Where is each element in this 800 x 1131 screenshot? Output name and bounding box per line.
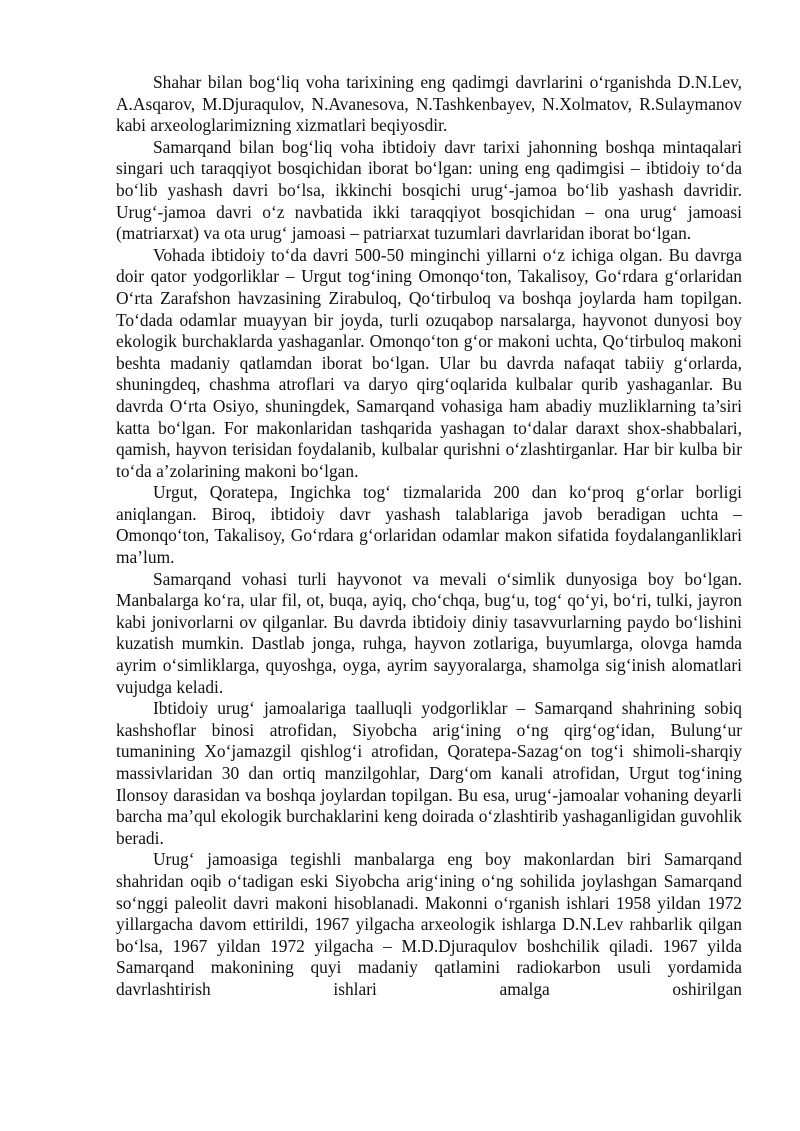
paragraph-3: Vohada ibtidoiy to‘da davri 500-50 minginchi yillarni o‘z ichiga olgan. Bu davrga doir qator yodgorliklar – Urgut tog‘ining Omonqo‘ton, Takalisoy, Go‘rdara g‘orlaridan O‘rta Zarafshon havzasining Zirabuloq, Qo‘tirbuloq va boshqa joylarda ham topilgan. To‘dada odamlar muayyan bir joyda, turli ozuqabop narsalarga, hayvonot dunyosi boy ekologik burchaklarda yashaganlar. Omonqo‘ton g‘or makoni uchta, Qo‘tirbuloq makoni beshta madaniy qatlamdan iborat bo‘lgan. Ular bu davrda nafaqat tabiiy g‘orlarda, shuningdeq, chashma atroflari va daryo qirg‘oqlarida kulbalar qurib yashaganlar. Bu davrda O‘rta Osiyo, shuningdek, Samarqand vohasiga ham abadiy muzliklarning ta’siri katta bo‘lgan. For makonlaridan tashqarida yashagan to‘dalar daraxt shox-shabbalari, qamish, hayvon terisidan foydalanib, kulbalar qurishni o‘zlashtirganlar. Har bir kulba bir to‘da a’zolarining makoni bo‘lgan. xyxy=(116,244,742,481)
paragraph-1: Shahar bilan bog‘liq voha tarixining eng qadimgi davrlarini o‘rganishda D.N.Lev, A.Asqarov, M.Djuraqulov, N.Avanesova, N.Tashkenbayev, N.Xolmatov, R.Sulaymanov kabi arxeologlarimizning xizmatlari beqiyosdir. xyxy=(116,72,742,136)
paragraph-7: Urug‘ jamoasiga tegishli manbalarga eng boy makonlardan biri Samarqand shahridan oqib o‘tadigan eski Siyobcha arig‘ining o‘ng sohilida joylashgan Samarqand so‘nggi paleolit davri makoni hisoblanadi. Makonni o‘rganish ishlari 1958 yildan 1972 yillargacha davom ettirildi, 1967 yilgacha arxeologik ishlarga D.N.Lev rahbarlik qilgan bo‘lsa, 1967 yildan 1972 yilgacha – M.D.Djuraqulov boshchilik qiladi. 1967 yilda Samarqand makonining quyi madaniy qatlamini radiokarbon usuli yordamida davrlashtirish ishlari amalga oshirilgan xyxy=(116,849,742,999)
document-page xyxy=(116,72,742,1001)
paragraph-5: Samarqand vohasi turli hayvonot va mevali o‘simlik dunyosiga boy bo‘lgan. Manbalarga ko‘ra, ular fil, ot, buqa, ayiq, cho‘chqa, bug‘u, tog‘ qo‘yi, bo‘ri, tulki, jayron kabi jonivorlarni ov qilganlar. Bu davrda ibtidoiy diniy tasavvurlarning paydo bo‘lishini kuzatish mumkin. Dastlab jonga, ruhga, hayvon zotlariga, buyumlarga, olovga hamda ayrim o‘simliklarga, quyoshga, oyga, ayrim sayyoralarga, shamolga sig‘inish alomatlari vujudga keladi. xyxy=(116,568,742,697)
paragraph-6: Ibtidoiy urug‘ jamoalariga taalluqli yodgorliklar – Samarqand shahrining sobiq kashshoflar binosi atrofidan, Siyobcha arig‘ining o‘ng qirg‘og‘idan, Bulung‘ur tumanining Xo‘jamazgil qishlog‘i atrofidan, Qoratepa-Sazag‘on tog‘i shimoli-sharqiy massivlaridan 30 dan ortiq manzilgohlar, Darg‘om kanali atrofidan, Urgut tog‘ining Ilonsoy darasidan va boshqa joylardan topilgan. Bu esa, urug‘-jamoalar vohaning deyarli barcha ma’qul ekologik burchaklarini keng doirada o‘zlashtirib yashaganligidan guvohlik beradi. xyxy=(116,698,742,848)
paragraph-4: Urgut, Qoratepa, Ingichka tog‘ tizmalarida 200 dan ko‘proq g‘orlar borligi aniqlangan. Biroq, ibtidoiy davr yashash talablariga javob beradigan uchta – Omonqo‘ton, Takalisoy, Go‘rdara g‘orlaridan odamlar makon sifatida foydalanganliklari ma’lum. xyxy=(116,482,742,568)
paragraph-2: Samarqand bilan bog‘liq voha ibtidoiy davr tarixi jahonning boshqa mintaqalari singari uch taraqqiyot bosqichidan iborat bo‘lgan: uning eng qadimgisi – ibtidoiy to‘da bo‘lib yashash davri bo‘lsa, ikkinchi bosqichi urug‘-jamoa bo‘lib yashash davridir. Urug‘-jamoa davri o‘z navbatida ikki taraqqiyot bosqichidan – ona urug‘ jamoasi (matriarxat) va ota urug‘ jamoasi – patriarxat tuzumlari davrlaridan iborat bo‘lgan. xyxy=(116,136,742,244)
